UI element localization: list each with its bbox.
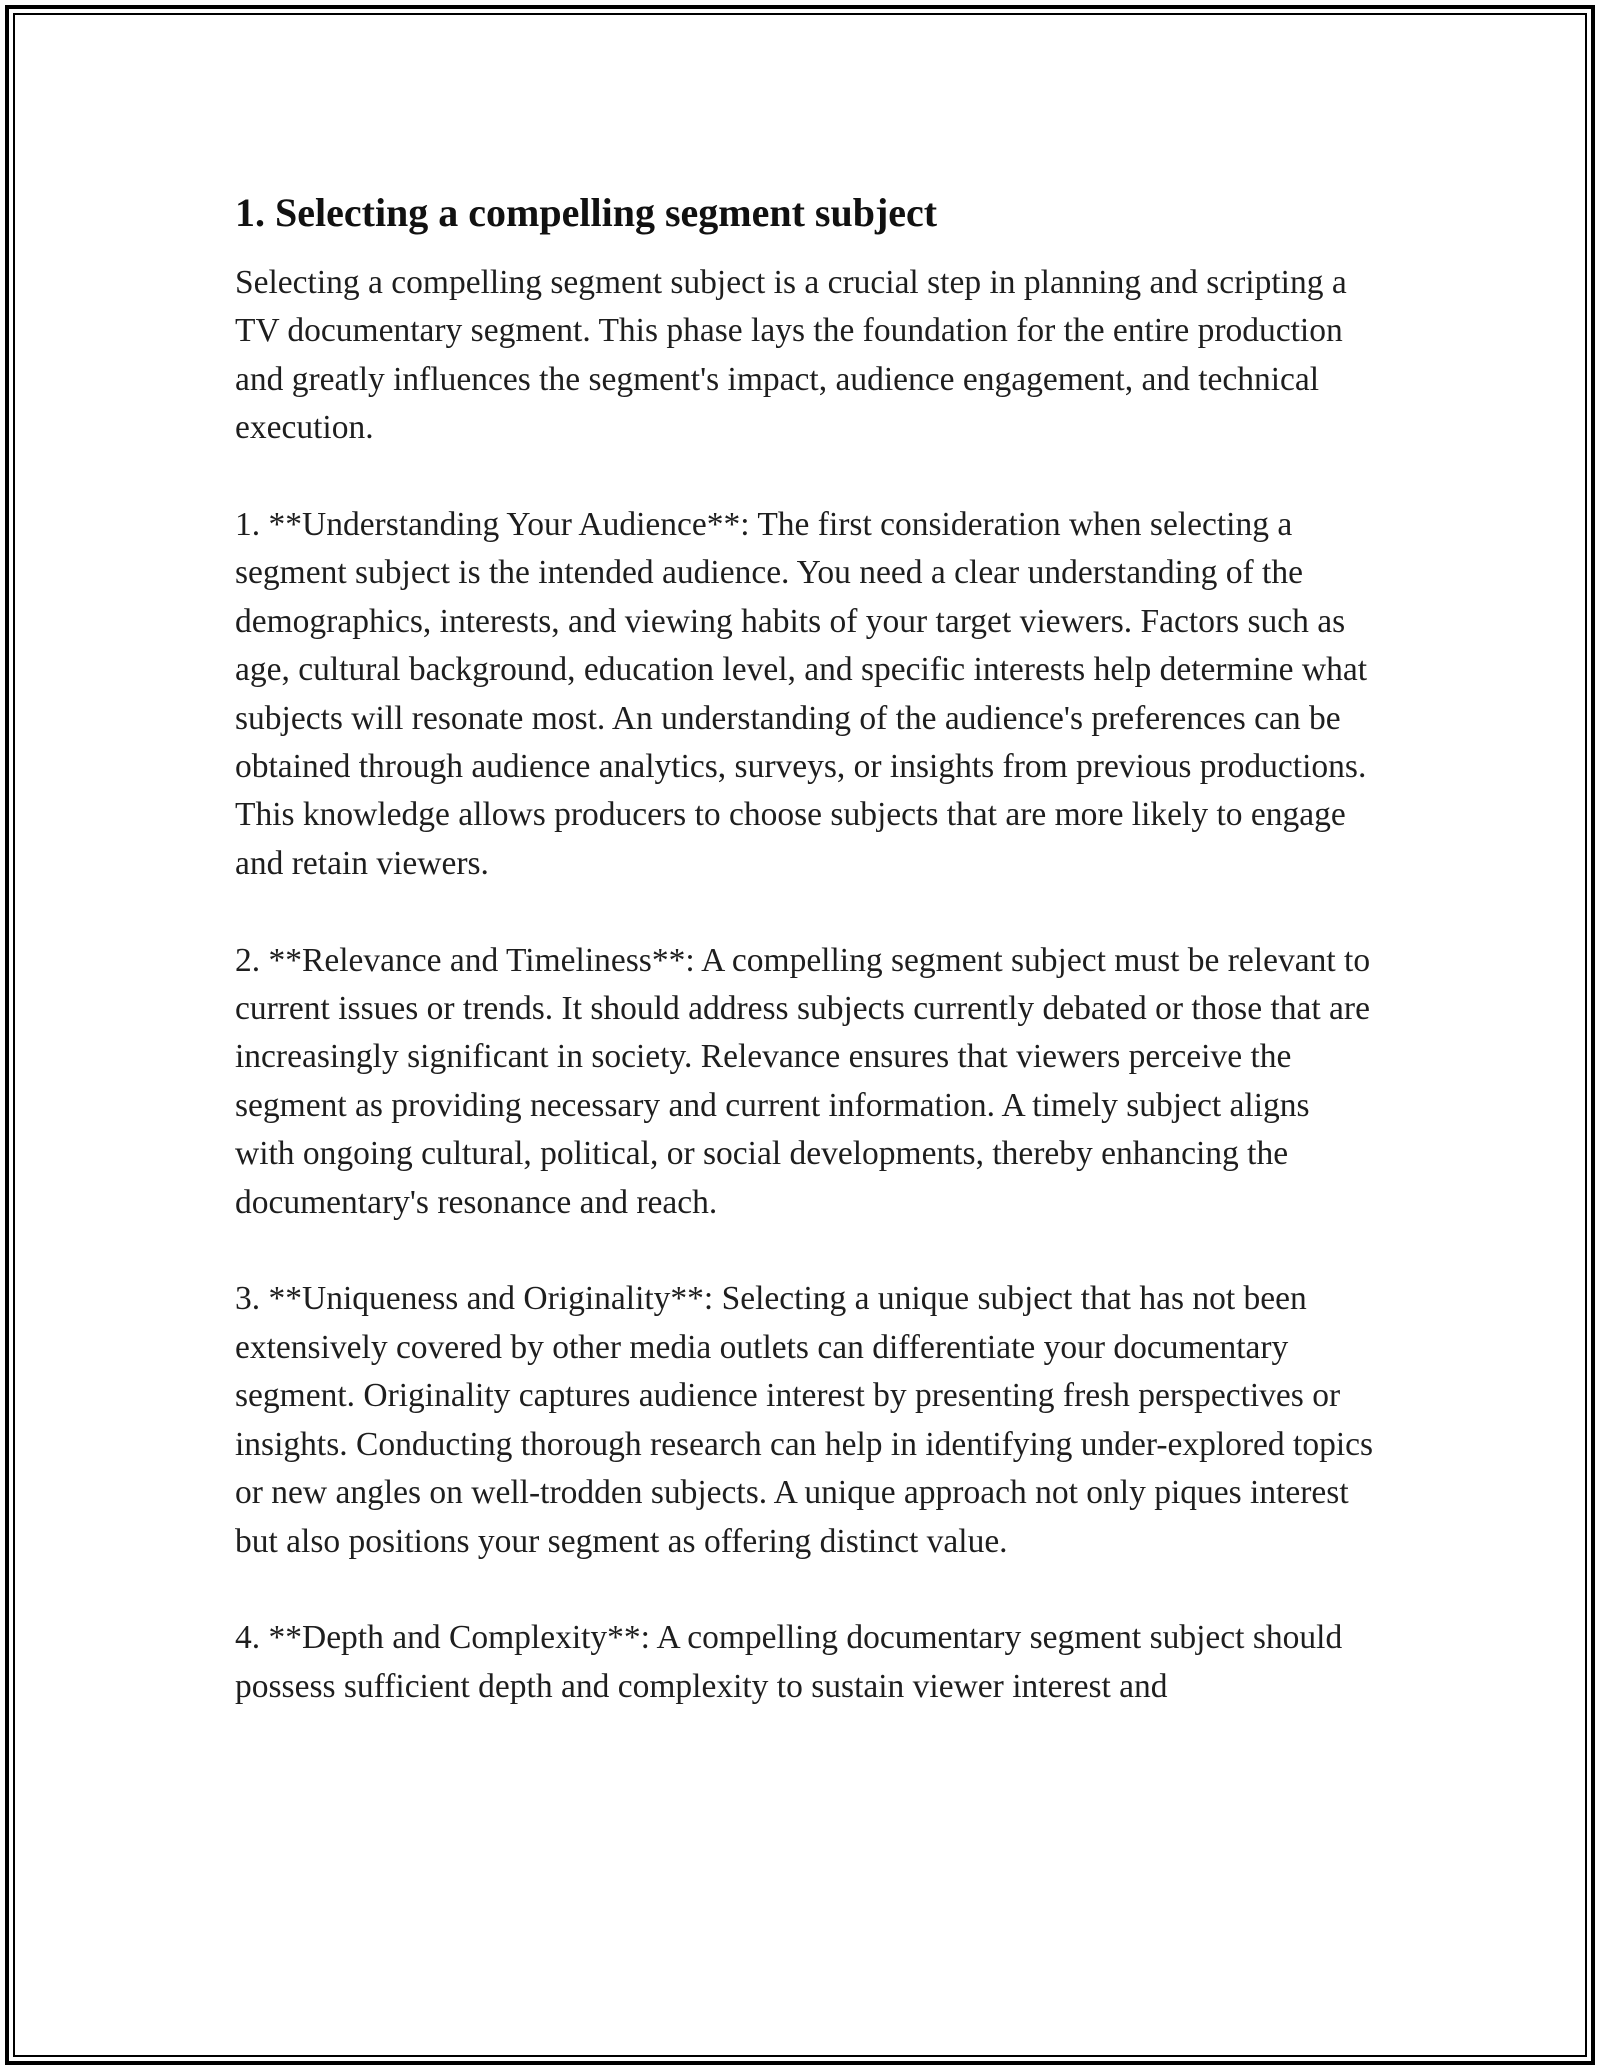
section-heading: 1. Selecting a compelling segment subject (235, 190, 938, 235)
paragraph-uniqueness: 3. **Uniqueness and Originality**: Selecting a unique subject that has not been extensively covered by other media outlets can differentiate your documentary segment. Originality captures audience interest by presenting fresh perspectives or insights. Conducting thorough research can help in identifying under-explored topics or new angles on well-trodden subjects. A unique approach not only piques interest but also positions your segment as offering distinct value. (235, 1280, 1374, 1560)
paragraph-depth: 4. **Depth and Complexity**: A compelling documentary segment subject should possess sufficient depth and complexity to sustain viewer interest and (235, 1619, 1343, 1705)
intro-paragraph: Selecting a compelling segment subject is a crucial step in planning and scripting a TV documentary segment. This phase lays the foundation for the entire production and greatly influences the segment's impact, audience engagement, and technical execution. (235, 264, 1347, 447)
document-body (235, 187, 1375, 1760)
paragraph-relevance: 2. **Relevance and Timeliness**: A compelling segment subject must be relevant to current issues or trends. It should address subjects currently debated or those that are increasingly significant in society. Relevance ensures that viewers perceive the segment as providing necessary and current information. A timely subject aligns with ongoing cultural, political, or social developments, thereby enhancing the documentary's resonance and reach. (235, 941, 1371, 1221)
paragraph-audience: 1. **Understanding Your Audience**: The first consideration when selecting a segment subject is the intended audience. You need a clear understanding of the demographics, interests, and viewing habits of your target viewers. Factors such as age, cultural background, education level, and specific interests help determine what subjects will resonate most. An understanding of the audience's preferences can be obtained through audience analytics, surveys, or insights from previous productions. This knowledge allows producers to choose subjects that are more likely to engage and retain viewers. (235, 506, 1368, 882)
